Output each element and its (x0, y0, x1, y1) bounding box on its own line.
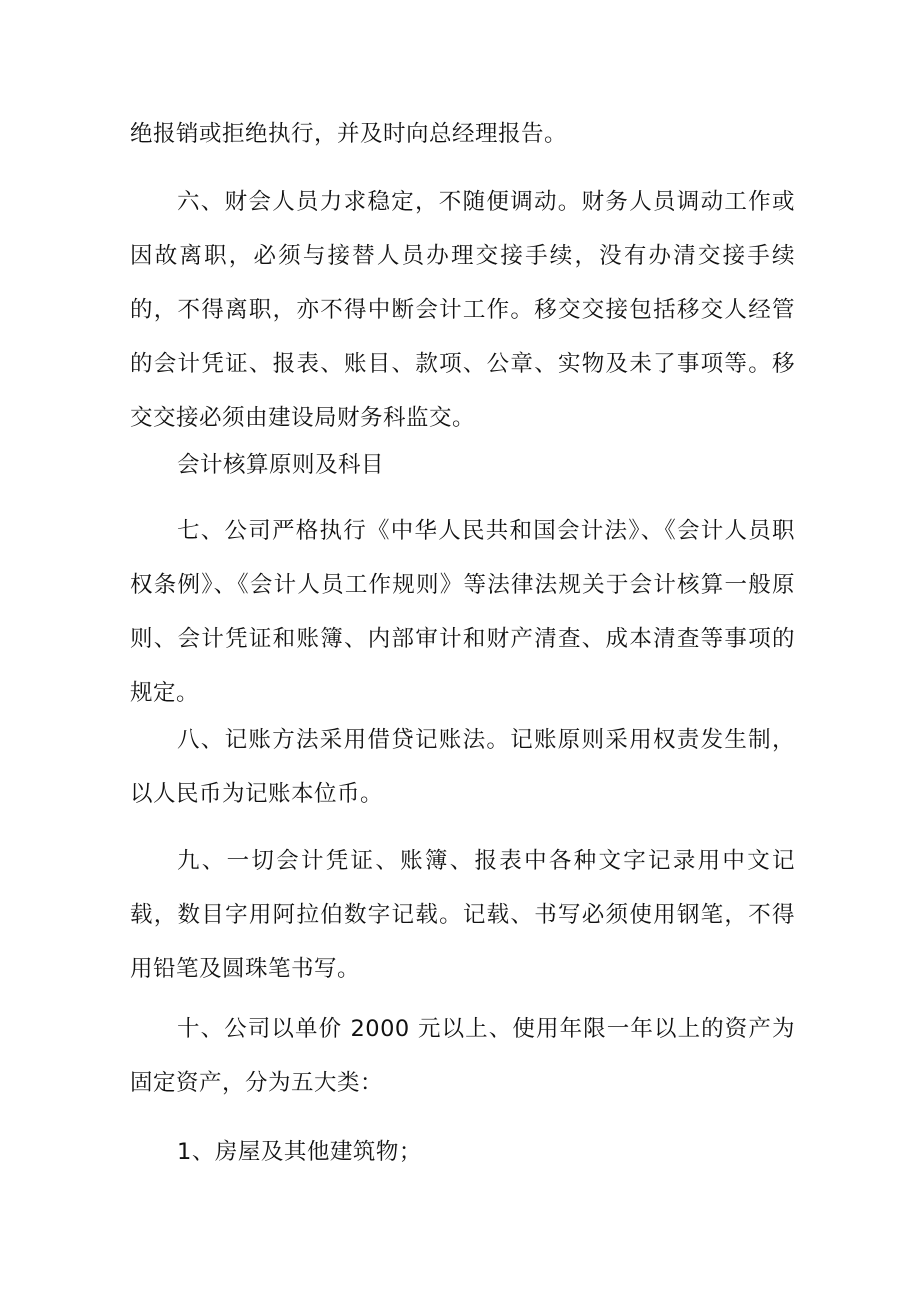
section-heading: 会计核算原则及科目 (177, 452, 385, 478)
paragraph-nine: 九、一切会计凭证、账簿、报表中各种文字记录用中文记载，数目字用阿拉伯数字记载。记载、书写必须使用钢笔，不得用铅笔及圆珠笔书写。 (130, 848, 795, 982)
paragraph-seven: 七、公司严格执行《中华人民共和国会计法》、《会计人员职权条例》、《会计人员工作规则》等法律法规关于会计核算一般原则、会计凭证和账簿、内部审计和财产清查、成本清查等事项的规定。 (130, 518, 795, 706)
paragraph-six: 六、财会人员力求稳定，不随便调动。财务人员调动工作或因故离职，必须与接替人员办理交接手续，没有办清交接手续的，不得离职，亦不得中断会计工作。移交交接包括移交人经管的会计凭证、报表、账目、款项、公章、实物及未了事项等。移交交接必须由建设局财务科监交。 (130, 189, 795, 431)
list-item-buildings: 1、房屋及其他建筑物； (177, 1139, 422, 1165)
paragraph-eight: 八、记账方法采用借贷记账法。记账原则采用权责发生制，以人民币为记账本位币。 (130, 727, 795, 807)
paragraph-ten: 十、公司以单价 2000 元以上、使用年限一年以上的资产为固定资产，分为五大类： (130, 1016, 795, 1096)
paragraph-continuation: 绝报销或拒绝执行，并及时向总经理报告。 (130, 121, 568, 147)
